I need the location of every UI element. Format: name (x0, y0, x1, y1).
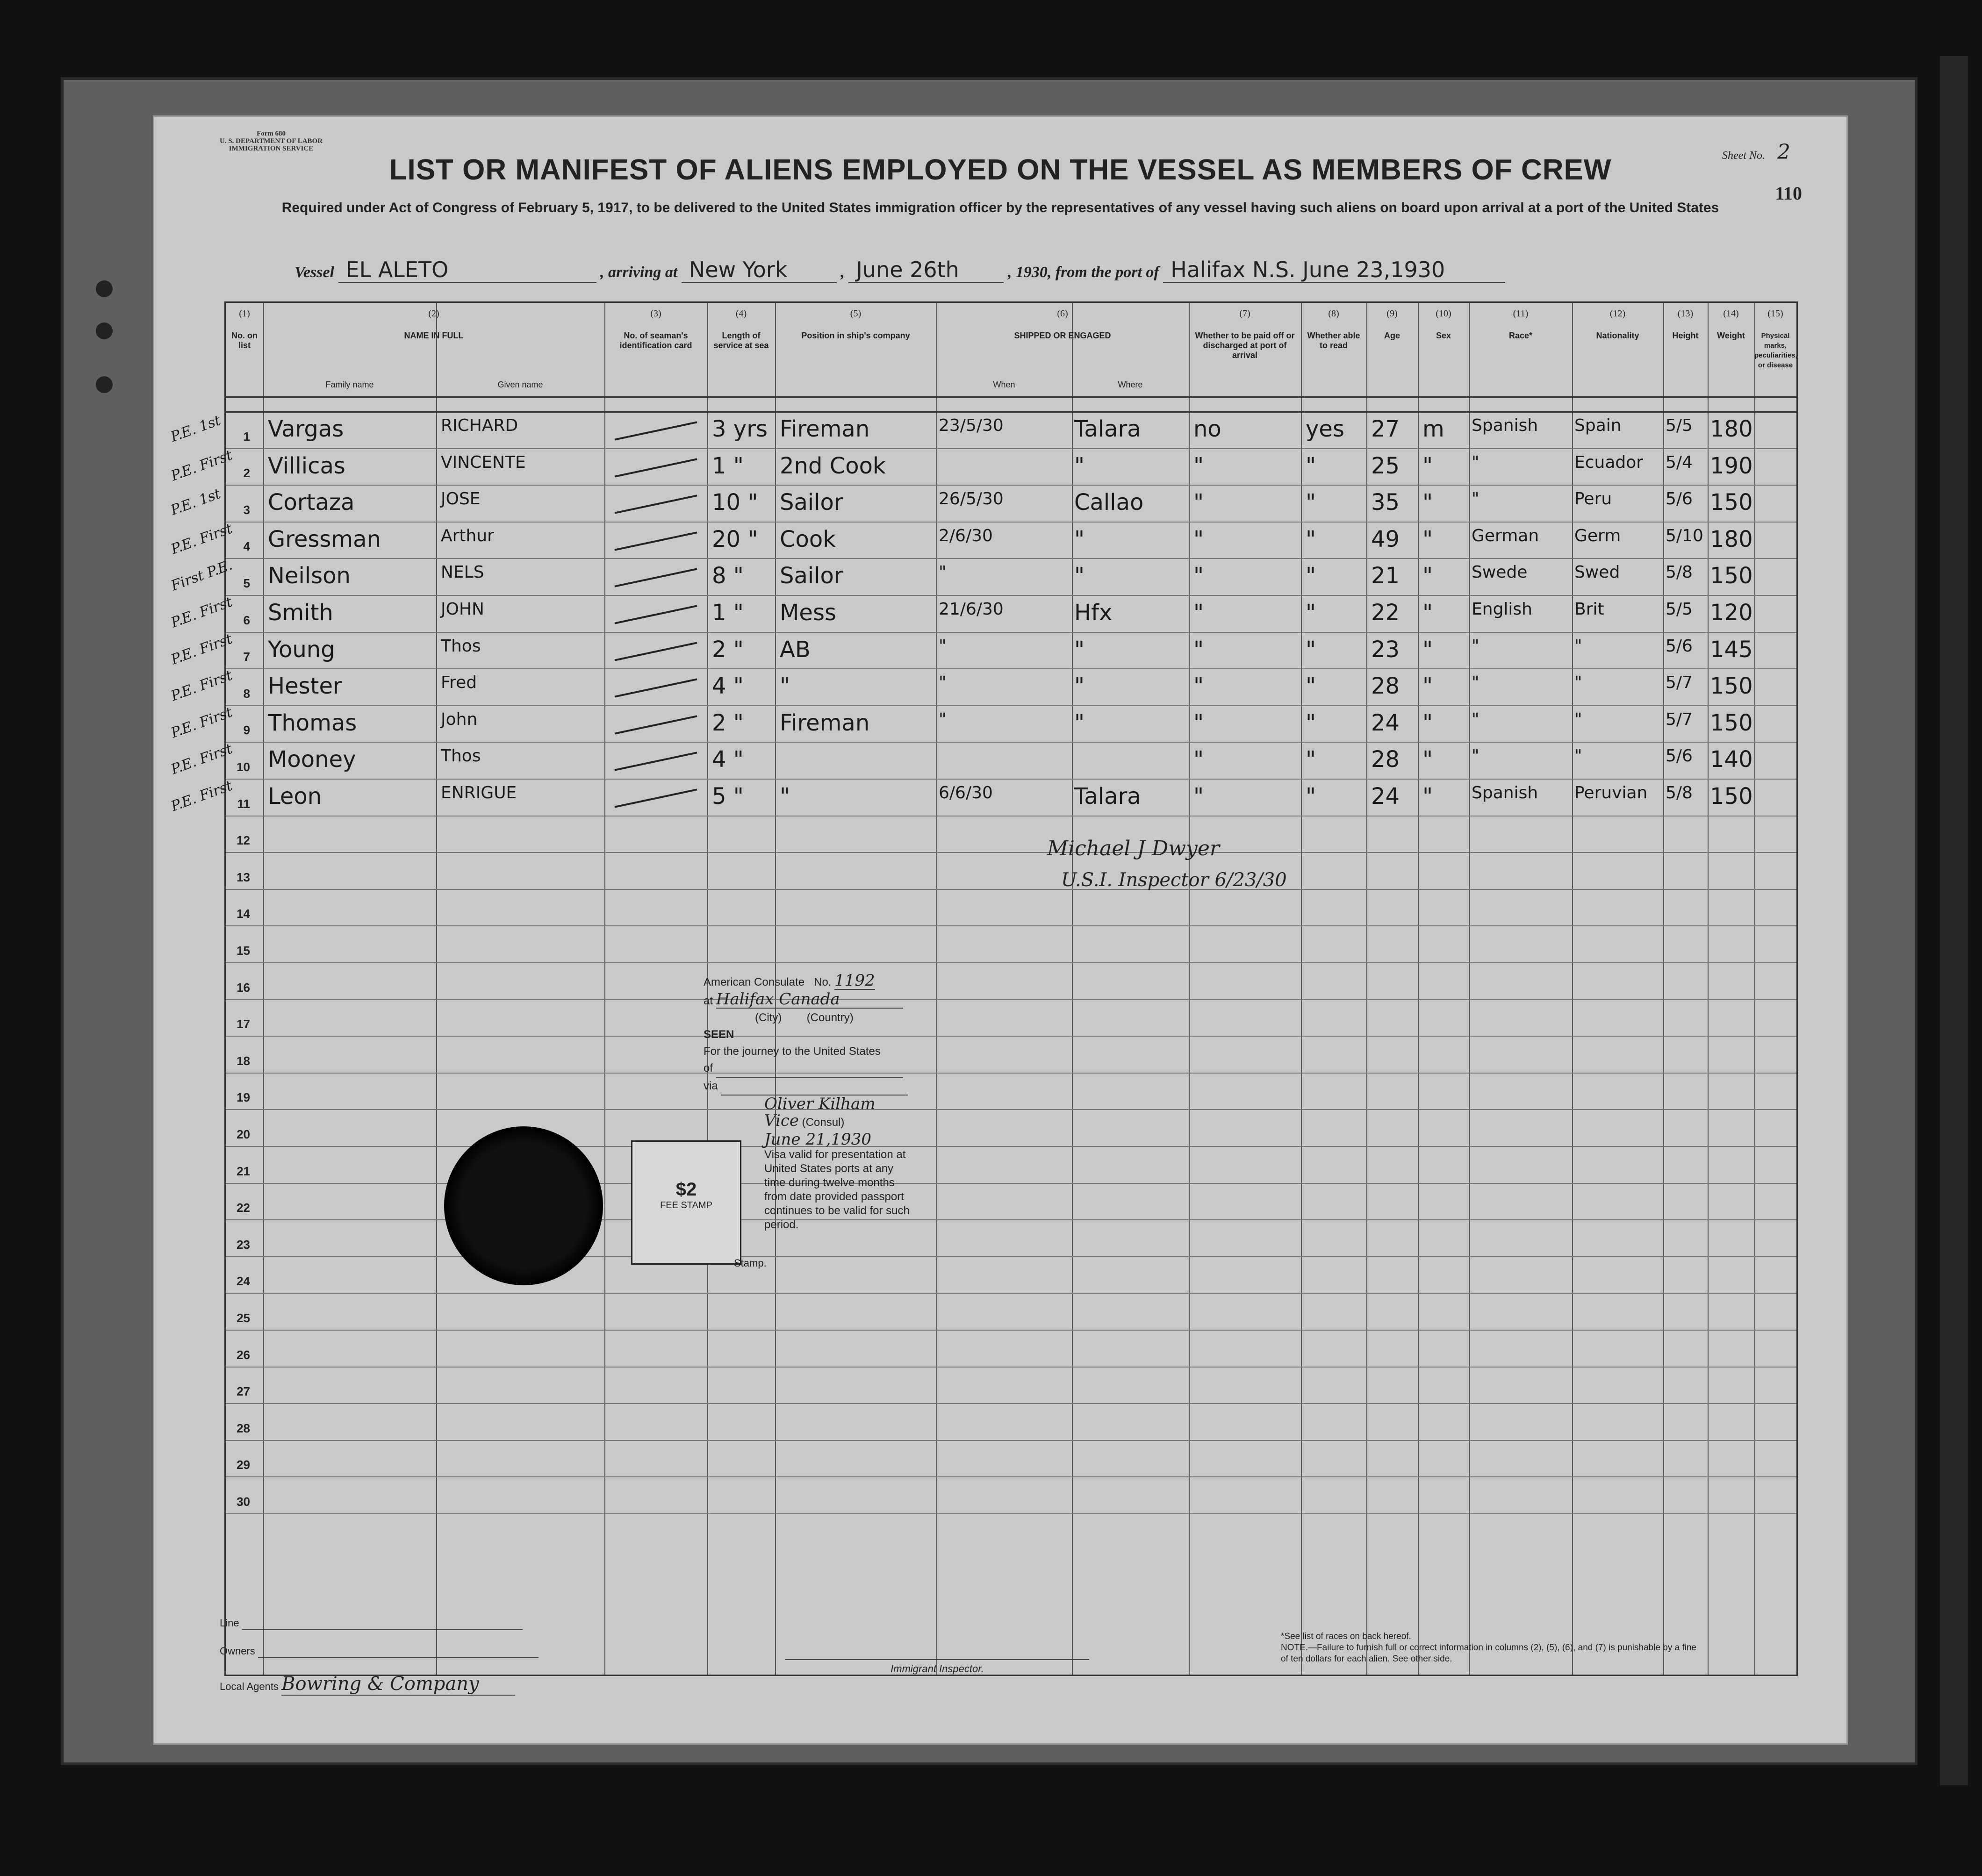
crew-sex: m (1422, 416, 1444, 442)
arrival-date: June 26th (848, 257, 1004, 283)
id-card-dash (615, 679, 697, 698)
row-number: 21 (237, 1164, 250, 1178)
sheet-number-value: 2 (1777, 140, 1790, 164)
col-num: (10) (1436, 308, 1451, 319)
crew-paid: " (1193, 452, 1204, 479)
crew-service: 2 " (712, 636, 744, 663)
fee-amount: $2 (675, 1179, 697, 1200)
crew-age: 28 (1371, 673, 1400, 700)
crew-paid: no (1193, 416, 1221, 442)
crew-paid: " (1193, 600, 1204, 626)
crew-read: " (1306, 709, 1316, 736)
arriving-label: , arriving at (600, 264, 678, 281)
row-number: 20 (237, 1127, 250, 1141)
crew-service: 5 " (712, 783, 744, 809)
id-card-dash (615, 568, 697, 587)
crew-when: " (939, 709, 947, 729)
form-identifier (220, 130, 323, 152)
col-heading-name: NAME IN FULL (404, 331, 464, 340)
margin-annotation: P.E. First (169, 520, 235, 558)
footer-agents (220, 1673, 515, 1696)
row-number: 11 (237, 796, 250, 811)
id-card-dash (615, 421, 697, 440)
crew-family: Thomas (268, 709, 357, 736)
crew-weight: 190 (1710, 452, 1753, 479)
col-heading-age: Age (1384, 331, 1400, 340)
crew-height: 5/10 (1666, 526, 1703, 545)
crew-where: " (1074, 452, 1085, 479)
col-num: (6) (1057, 308, 1068, 319)
crew-height: 5/8 (1666, 783, 1693, 802)
crew-age: 27 (1371, 416, 1400, 442)
consul-signature: Oliver Kilham (764, 1095, 876, 1113)
vessel-name: EL ALETO (338, 257, 596, 283)
crew-height: 5/7 (1666, 709, 1693, 729)
crew-paid: " (1193, 709, 1204, 736)
department-name: U. S. DEPARTMENT OF LABOR (220, 137, 323, 145)
crew-where: " (1074, 673, 1085, 700)
margin-annotation: P.E. First (169, 741, 235, 778)
crew-sex: " (1422, 526, 1433, 552)
row-number: 15 (237, 944, 250, 958)
crew-service: 4 " (712, 746, 744, 773)
row-number: 30 (237, 1495, 250, 1509)
agents-label: Local Agents (220, 1681, 279, 1692)
crew-family: Smith (268, 600, 333, 626)
crew-where: " (1074, 709, 1085, 736)
col-heading-id-card: No. of seaman's identification card (619, 331, 692, 350)
crew-family: Mooney (268, 746, 356, 773)
crew-family: Gressman (268, 526, 381, 552)
crew-sex: " (1422, 783, 1433, 809)
crew-race: " (1472, 636, 1479, 656)
row-number: 25 (237, 1311, 250, 1325)
crew-service: 8 " (712, 563, 744, 589)
crew-age: 35 (1371, 489, 1400, 516)
manifest-sheet (154, 117, 1846, 1743)
crew-paid: " (1193, 563, 1204, 589)
inspector-title: U.S.I. Inspector 6/23/30 (1061, 869, 1287, 891)
crew-age: 22 (1371, 600, 1400, 626)
crew-weight: 150 (1710, 563, 1753, 589)
crew-family: Young (268, 636, 335, 663)
crew-family: Villicas (268, 452, 345, 479)
crew-when: 23/5/30 (939, 416, 1004, 435)
crew-age: 49 (1371, 526, 1400, 552)
crew-service: 1 " (712, 600, 744, 626)
crew-given: JOHN (441, 600, 484, 619)
crew-when: 26/5/30 (939, 489, 1004, 509)
crew-paid: " (1193, 526, 1204, 552)
crew-nationality: Brit (1574, 600, 1604, 619)
immigrant-inspector-label: Immigrant Inspector. (785, 1659, 1089, 1675)
consulate-country-label: (Country) (806, 1011, 854, 1024)
manifest-subtitle: Required under Act of Congress of February 5, 1917, to be delivered to the United States immigration officer by the representatives of any vessel having such aliens on board upon arrival at a port of the United States (281, 200, 1719, 215)
crew-read: " (1306, 526, 1316, 552)
family-name-heading: Family name (325, 380, 374, 389)
crew-when: " (939, 673, 947, 693)
visa-date: June 21,1930 (764, 1130, 871, 1149)
crew-family: Neilson (268, 563, 351, 589)
col-heading-sex: Sex (1436, 331, 1451, 340)
page-number: 110 (1775, 183, 1802, 204)
id-card-dash (615, 752, 697, 771)
crew-height: 5/5 (1666, 416, 1693, 435)
crew-service: 4 " (712, 673, 744, 700)
crew-race: Swede (1472, 563, 1528, 582)
vice-label: Vice (764, 1111, 799, 1130)
row-number: 2 (243, 466, 250, 480)
inspector-signature: Michael J Dwyer (1047, 837, 1220, 860)
col-num: (2) (428, 308, 439, 319)
crew-read: " (1306, 673, 1316, 700)
crew-race: Spanish (1472, 416, 1538, 435)
crew-nationality: Ecuador (1574, 452, 1644, 472)
col-num: (11) (1513, 308, 1529, 319)
crew-race: English (1472, 600, 1532, 619)
row-number: 26 (237, 1347, 250, 1362)
consulate-at-value: Halifax Canada (716, 991, 903, 1009)
crew-nationality: " (1574, 673, 1582, 693)
crew-nationality: " (1574, 709, 1582, 729)
crew-given: ENRIGUE (441, 783, 517, 802)
via-label: via (704, 1080, 718, 1092)
crew-sex: " (1422, 452, 1433, 479)
margin-annotation: P.E. First (169, 704, 235, 742)
crew-family: Vargas (268, 416, 344, 442)
margin-annotation: P.E. First (169, 447, 235, 484)
crew-read: " (1306, 489, 1316, 516)
margin-annotation: P.E. First (169, 594, 235, 631)
crew-nationality: Germ (1574, 526, 1621, 545)
crew-position: AB (780, 636, 811, 663)
crew-nationality: Peruvian (1574, 783, 1648, 802)
crew-family: Cortaza (268, 489, 355, 516)
margin-annotation: P.E. 1st (168, 486, 223, 519)
crew-weight: 180 (1710, 416, 1753, 442)
crew-race: " (1472, 673, 1479, 693)
from-label: , from the port of (1047, 264, 1159, 281)
col-num: (9) (1386, 308, 1398, 319)
binder-edge (1940, 56, 1968, 1785)
col-heading-position: Position in ship's company (801, 331, 910, 340)
sheet-number-label: Sheet No. (1722, 150, 1765, 162)
col-heading-nationality: Nationality (1596, 331, 1639, 340)
id-card-dash (615, 642, 697, 661)
crew-read: yes (1306, 416, 1344, 442)
fee-stamp-label: FEE STAMP (660, 1200, 712, 1210)
row-number: 23 (237, 1237, 250, 1252)
owners-label: Owners (220, 1645, 255, 1657)
col-heading-race: Race* (1508, 331, 1533, 340)
stamp-label: Stamp. (734, 1257, 767, 1269)
crew-where: Talara (1074, 416, 1141, 442)
col-num: (8) (1328, 308, 1339, 319)
crew-sex: " (1422, 489, 1433, 516)
arrival-year: 1930 (1015, 264, 1048, 281)
margin-annotation: First P.E. (169, 557, 235, 594)
crew-nationality: Peru (1574, 489, 1612, 509)
id-card-dash (615, 715, 697, 734)
col-num: (5) (850, 308, 862, 319)
crew-nationality: Swed (1574, 563, 1620, 582)
consulate-city-label: (City) (755, 1011, 782, 1024)
id-card-dash (615, 605, 697, 624)
crew-age: 25 (1371, 452, 1400, 479)
crew-sex: " (1422, 600, 1433, 626)
crew-position: Sailor (780, 489, 843, 516)
crew-nationality: " (1574, 636, 1582, 656)
crew-read: " (1306, 452, 1316, 479)
col-num: (7) (1239, 308, 1250, 319)
crew-race: German (1472, 526, 1539, 545)
margin-annotation: P.E. First (169, 667, 235, 705)
crew-read: " (1306, 746, 1316, 773)
col-num: (4) (735, 308, 747, 319)
crew-given: Fred (441, 673, 477, 693)
col-num: (13) (1677, 308, 1694, 319)
row-number: 3 (243, 502, 250, 517)
crew-weight: 150 (1710, 489, 1753, 516)
row-number: 24 (237, 1274, 250, 1289)
crew-service: 10 " (712, 489, 758, 516)
crew-height: 5/7 (1666, 673, 1693, 693)
consulate-no-value: 1192 (834, 971, 875, 990)
consulate-label: American Consulate (704, 976, 805, 988)
row-number: 1 (243, 429, 250, 444)
crew-service: 20 " (712, 526, 758, 552)
crew-sex: " (1422, 673, 1433, 700)
col-num: (1) (239, 308, 250, 319)
col-heading-paid-off: Whether to be paid off or discharged at port of arrival (1195, 331, 1295, 360)
fine-note: NOTE.—Failure to furnish full or correct information in columns (2), (5), (6), and (7) is punishable by a fine of ten dollars for each alien. See other side. (1281, 1643, 1697, 1664)
crew-where: Callao (1074, 489, 1144, 516)
crew-race: Spanish (1472, 783, 1538, 802)
row-number: 13 (237, 870, 250, 884)
agents-value: Bowring & Company (281, 1673, 515, 1696)
crew-age: 24 (1371, 709, 1400, 736)
visa-validity-text: Visa valid for presentation at United States ports at any time during twelve months from date provided passport continues to be valid for such period. (764, 1148, 910, 1231)
crew-when: 2/6/30 (939, 526, 993, 545)
crew-sex: " (1422, 563, 1433, 589)
crew-position: Cook (780, 526, 836, 552)
crew-read: " (1306, 636, 1316, 663)
crew-paid: " (1193, 636, 1204, 663)
crew-given: Thos (441, 746, 481, 766)
row-number: 17 (237, 1017, 250, 1031)
crew-when: " (939, 636, 947, 656)
service-name: IMMIGRATION SERVICE (229, 145, 314, 152)
crew-position: " (780, 673, 790, 700)
given-name-heading: Given name (497, 380, 543, 389)
crew-where: Talara (1074, 783, 1141, 809)
crew-given: JOSE (441, 489, 481, 509)
row-number: 16 (237, 980, 250, 995)
crew-where: " (1074, 563, 1085, 589)
col-num: (3) (650, 308, 661, 319)
crew-given: John (441, 709, 478, 729)
crew-table (168, 301, 1798, 1676)
binder-hole (96, 322, 113, 339)
crew-position: Sailor (780, 563, 843, 589)
crew-nationality: " (1574, 746, 1582, 766)
crew-race: " (1472, 709, 1479, 729)
binder-hole (96, 376, 113, 393)
consular-seal (444, 1126, 603, 1285)
row-number: 5 (243, 576, 250, 590)
crew-when: 21/6/30 (939, 600, 1004, 619)
journey-label: For the journey to the United States (704, 1045, 881, 1058)
row-number: 19 (237, 1090, 250, 1105)
crew-given: VINCENTE (441, 452, 526, 472)
id-card-dash (615, 458, 697, 477)
crew-age: 24 (1371, 783, 1400, 809)
col-heading-height: Height (1672, 331, 1699, 340)
crew-service: 2 " (712, 709, 744, 736)
row-number: 28 (237, 1421, 250, 1435)
margin-annotation: P.E. First (169, 630, 235, 668)
id-card-dash (615, 531, 697, 551)
crew-paid: " (1193, 673, 1204, 700)
where-heading: Where (1118, 380, 1143, 389)
crew-position: " (780, 783, 790, 809)
crew-read: " (1306, 783, 1316, 809)
vessel-info-row: Vessel EL ALETO , arriving at New York , June 26th , 1930, from the port of Halifax N.S. June 23,1930 (294, 257, 1790, 283)
seen-label: SEEN (704, 1028, 734, 1041)
crew-given: RICHARD (441, 416, 518, 435)
row-number: 18 (237, 1053, 250, 1068)
of-label: of (704, 1062, 713, 1074)
crew-when: " (939, 563, 947, 582)
row-number: 9 (243, 723, 250, 738)
row-number: 6 (243, 613, 250, 627)
crew-weight: 150 (1710, 709, 1753, 736)
crew-race: " (1472, 452, 1479, 472)
col-heading-no: No. on list (231, 331, 258, 350)
crew-where: " (1074, 526, 1085, 552)
row-number: 14 (237, 907, 250, 921)
crew-sex: " (1422, 746, 1433, 773)
crew-age: 21 (1371, 563, 1400, 589)
crew-family: Leon (268, 783, 322, 809)
col-heading-shipped: SHIPPED OR ENGAGED (1014, 331, 1111, 340)
crew-read: " (1306, 600, 1316, 626)
col-heading-read: Whether able to read (1307, 331, 1360, 350)
crew-service: 1 " (712, 452, 744, 479)
when-heading: When (993, 380, 1015, 389)
crew-read: " (1306, 563, 1316, 589)
crew-when: 6/6/30 (939, 783, 993, 802)
crew-race: " (1472, 746, 1479, 766)
col-heading-service: Length of service at sea (713, 331, 769, 350)
col-heading-physical: Physical marks, peculiarities, or disease (1754, 332, 1797, 369)
col-heading-weight: Weight (1717, 331, 1745, 340)
crew-family: Hester (268, 673, 342, 700)
consulate-visa-block (704, 972, 975, 1232)
crew-height: 5/8 (1666, 563, 1693, 582)
from-port: Halifax N.S. June 23,1930 (1163, 257, 1505, 283)
crew-position: Fireman (780, 709, 870, 736)
line-label: Line (220, 1617, 239, 1629)
crew-weight: 140 (1710, 746, 1753, 773)
crew-age: 28 (1371, 746, 1400, 773)
row-number: 4 (243, 539, 250, 554)
footer-line (220, 1617, 523, 1630)
crew-height: 5/5 (1666, 600, 1693, 619)
manifest-title: LIST OR MANIFEST OF ALIENS EMPLOYED ON THE VESSEL AS MEMBERS OF CREW (389, 154, 1612, 186)
margin-annotation: P.E. First (169, 777, 235, 815)
row-number: 27 (237, 1384, 250, 1399)
crew-where: Hfx (1074, 600, 1113, 626)
fee-stamp (631, 1140, 741, 1265)
consulate-at-label: at (704, 995, 713, 1007)
row-number: 7 (243, 650, 250, 664)
footer-owners (220, 1645, 539, 1658)
crew-paid: " (1193, 783, 1204, 809)
row-number: 29 (237, 1458, 250, 1472)
crew-paid: " (1193, 489, 1204, 516)
crew-height: 5/4 (1666, 452, 1693, 472)
crew-position: 2nd Cook (780, 452, 886, 479)
row-number: 22 (237, 1201, 250, 1215)
form-number: Form 680 (256, 130, 286, 137)
col-num: (15) (1767, 308, 1783, 319)
crew-weight: 180 (1710, 526, 1753, 552)
crew-sex: " (1422, 636, 1433, 663)
crew-height: 5/6 (1666, 636, 1693, 656)
crew-height: 5/6 (1666, 489, 1693, 509)
crew-given: NELS (441, 563, 484, 582)
crew-position: Mess (780, 600, 836, 626)
crew-weight: 145 (1710, 636, 1753, 663)
crew-age: 23 (1371, 636, 1400, 663)
arriving-port: New York (682, 257, 837, 283)
col-num: (14) (1723, 308, 1739, 319)
crew-height: 5/6 (1666, 746, 1693, 766)
row-number: 10 (237, 760, 250, 774)
crew-given: Arthur (441, 526, 494, 545)
consulate-no-label: No. (814, 976, 832, 988)
margin-annotation: P.E. 1st (168, 412, 223, 445)
crew-where: " (1074, 636, 1085, 663)
id-card-dash (615, 495, 697, 514)
crew-service: 3 yrs (712, 416, 768, 442)
row-number: 12 (237, 833, 250, 848)
crew-weight: 150 (1710, 783, 1753, 809)
crew-nationality: Spain (1574, 416, 1622, 435)
consul-label: (Consul) (802, 1116, 845, 1129)
binder-hole (96, 280, 113, 297)
vessel-label: Vessel (294, 264, 334, 281)
row-number: 8 (243, 686, 250, 701)
id-card-dash (615, 788, 697, 808)
crew-paid: " (1193, 746, 1204, 773)
crew-given: Thos (441, 636, 481, 656)
col-num: (12) (1609, 308, 1626, 319)
crew-weight: 120 (1710, 600, 1753, 626)
crew-position: Fireman (780, 416, 870, 442)
crew-race: " (1472, 489, 1479, 509)
crew-sex: " (1422, 709, 1433, 736)
race-note: *See list of races on back hereof. (1281, 1632, 1411, 1641)
footer-notes (1281, 1631, 1702, 1665)
crew-weight: 150 (1710, 673, 1753, 700)
